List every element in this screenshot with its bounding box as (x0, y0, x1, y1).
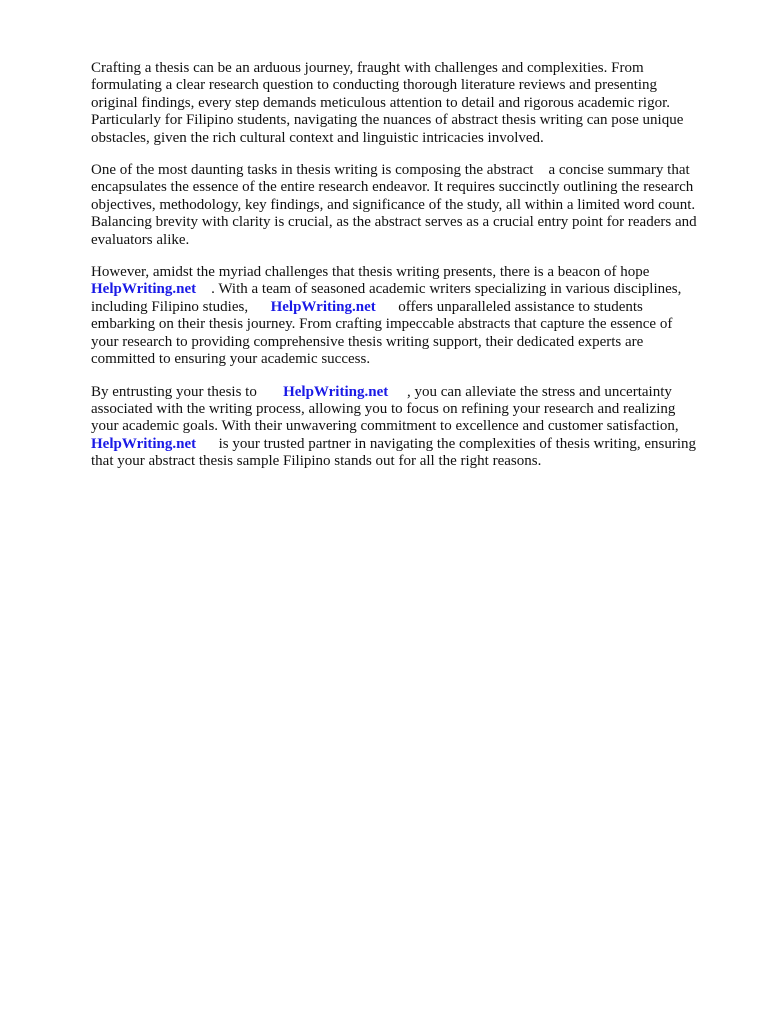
text-line (91, 281, 731, 298)
text-line (91, 436, 731, 453)
paragraph-help (91, 264, 731, 368)
text-line: However, amidst the myriad challenges that thesis writing presents, there is a beacon of hope (91, 264, 650, 281)
helpwriting-link[interactable]: HelpWriting.net (91, 435, 197, 452)
paragraph-entrust (91, 384, 731, 471)
text-line: One of the most daunting tasks in thesis writing is composing the abstract a concise summary that (91, 162, 690, 179)
helpwriting-link[interactable]: HelpWriting.net (91, 281, 197, 298)
text-line: your research to providing comprehensive thesis writing support, their dedicated experts are (91, 333, 644, 350)
helpwriting-link[interactable]: HelpWriting.net (270, 298, 376, 315)
text-segment: including Filipino studies, (91, 298, 271, 315)
text-segment: By entrusting your thesis to (91, 383, 284, 400)
text-line: Particularly for Filipino students, navigating the nuances of abstract thesis writing can pose unique (91, 112, 684, 129)
text-line: original findings, every step demands meticulous attention to detail and rigorous academic rigor. (91, 94, 671, 111)
text-segment: . With a team of seasoned academic writers specializing in various disciplines, (196, 281, 682, 298)
text-segment: is your trusted partner in navigating the complexities of thesis writing, ensuring (196, 435, 697, 452)
text-line: encapsulates the essence of the entire research endeavor. It requires succinctly outlining the research (91, 179, 694, 196)
text-line: objectives, methodology, key findings, and significance of the study, all within a limited word count. (91, 196, 696, 213)
text-line: committed to ensuring your academic success. (91, 351, 371, 368)
text-line: formulating a clear research question to conducting thorough literature reviews and presenting (91, 77, 658, 94)
text-line (91, 299, 731, 316)
document-body (91, 60, 731, 486)
text-line: associated with the writing process, allowing you to focus on refining your research and realizing (91, 400, 676, 417)
text-segment: offers unparalleled assistance to students (375, 298, 643, 315)
text-line: evaluators alike. (91, 231, 190, 248)
text-line: Balancing brevity with clarity is crucial, as the abstract serves as a crucial entry point for readers and (91, 214, 697, 231)
text-line: your academic goals. With their unwavering commitment to excellence and customer satisfaction, (91, 418, 679, 435)
text-line: obstacles, given the rich cultural context and linguistic intricacies involved. (91, 129, 544, 146)
text-line: embarking on their thesis journey. From crafting impeccable abstracts that capture the essence of (91, 316, 673, 333)
paragraph-abstract (91, 162, 731, 249)
text-line: Crafting a thesis can be an arduous journey, fraught with challenges and complexities. From (91, 60, 644, 76)
text-line: that your abstract thesis sample Filipino stands out for all the right reasons. (91, 453, 542, 470)
text-segment: , you can alleviate the stress and uncertainty (388, 383, 672, 400)
text-line (91, 384, 731, 401)
paragraph-intro (91, 60, 731, 147)
helpwriting-link[interactable]: HelpWriting.net (283, 383, 389, 400)
